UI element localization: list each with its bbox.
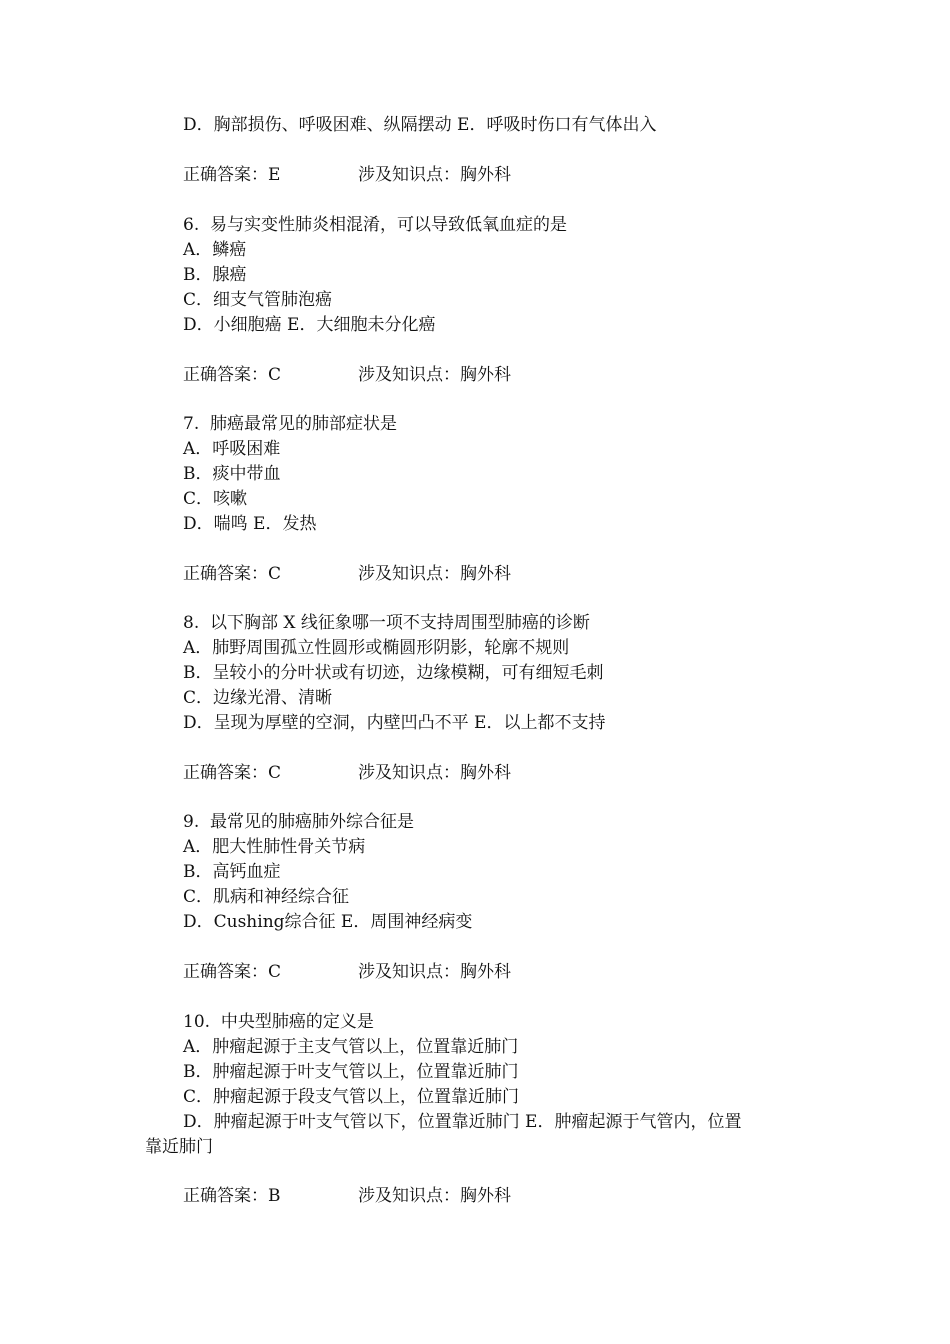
option-line: D．肿瘤起源于叶支气管以下，位置靠近肺门 E．肿瘤起源于气管内，位置 [183,1112,742,1132]
knowledge-point: 涉及知识点：胸外科 [358,962,511,982]
option-line: B．腺癌 [183,265,247,285]
correct-answer: 正确答案：C [183,763,282,783]
correct-answer: 正确答案：C [183,962,282,982]
answer-row [183,761,511,786]
option-line: D．Cushing综合征 E．周围神经病变 [183,912,473,932]
question-stem: 6. 易与实变性肺炎相混淆，可以导致低氧血症的是 [183,215,568,235]
option-line: C．细支气管肺泡癌 [183,290,333,310]
question-stem: 7. 肺癌最常见的肺部症状是 [183,414,398,434]
answer-row [183,960,511,985]
option-line: D．呈现为厚壁的空洞，内壁凹凸不平 E．以上都不支持 [183,713,606,733]
knowledge-point: 涉及知识点：胸外科 [358,564,511,584]
answer-row [183,363,511,388]
option-line: C．肿瘤起源于段支气管以上，位置靠近肺门 [183,1087,520,1107]
answer-row [183,163,511,188]
knowledge-point: 涉及知识点：胸外科 [358,365,511,385]
option-line: D．小细胞癌 E．大细胞未分化癌 [183,315,436,335]
option-line: A．肺野周围孤立性圆形或椭圆形阴影，轮廓不规则 [183,638,570,658]
correct-answer: 正确答案：E [183,165,281,185]
option-line: B．高钙血症 [183,862,281,882]
option-line: A．呼吸困难 [183,439,281,459]
option-line: B．肿瘤起源于叶支气管以上，位置靠近肺门 [183,1062,519,1082]
answer-row [183,1184,511,1209]
knowledge-point: 涉及知识点：胸外科 [358,763,511,783]
option-line: B．痰中带血 [183,464,281,484]
option-line: A．肿瘤起源于主支气管以上，位置靠近肺门 [183,1037,519,1057]
answer-row [183,562,511,587]
option-line: A．鳞癌 [183,240,247,260]
knowledge-point: 涉及知识点：胸外科 [358,1186,511,1206]
option-line: D．胸部损伤、呼吸困难、纵隔摆动 E．呼吸时伤口有气体出入 [183,115,657,135]
knowledge-point: 涉及知识点：胸外科 [358,165,511,185]
question-stem: 10. 中央型肺癌的定义是 [183,1012,374,1032]
question-stem: 8. 以下胸部 X 线征象哪一项不支持周围型肺癌的诊断 [183,613,590,633]
option-line: C．肌病和神经综合征 [183,887,350,907]
correct-answer: 正确答案：C [183,365,282,385]
option-line: A．肥大性肺性骨关节病 [183,837,366,857]
correct-answer: 正确答案：B [183,1186,281,1206]
option-line: B．呈较小的分叶状或有切迹，边缘模糊，可有细短毛刺 [183,663,604,683]
option-line: D．喘鸣 E．发热 [183,514,317,534]
correct-answer: 正确答案：C [183,564,282,584]
option-line: C．咳嗽 [183,489,248,509]
option-line: C．边缘光滑、清晰 [183,688,333,708]
option-line-continuation: 靠近肺门 [145,1137,213,1157]
question-stem: 9. 最常见的肺癌肺外综合征是 [183,812,415,832]
